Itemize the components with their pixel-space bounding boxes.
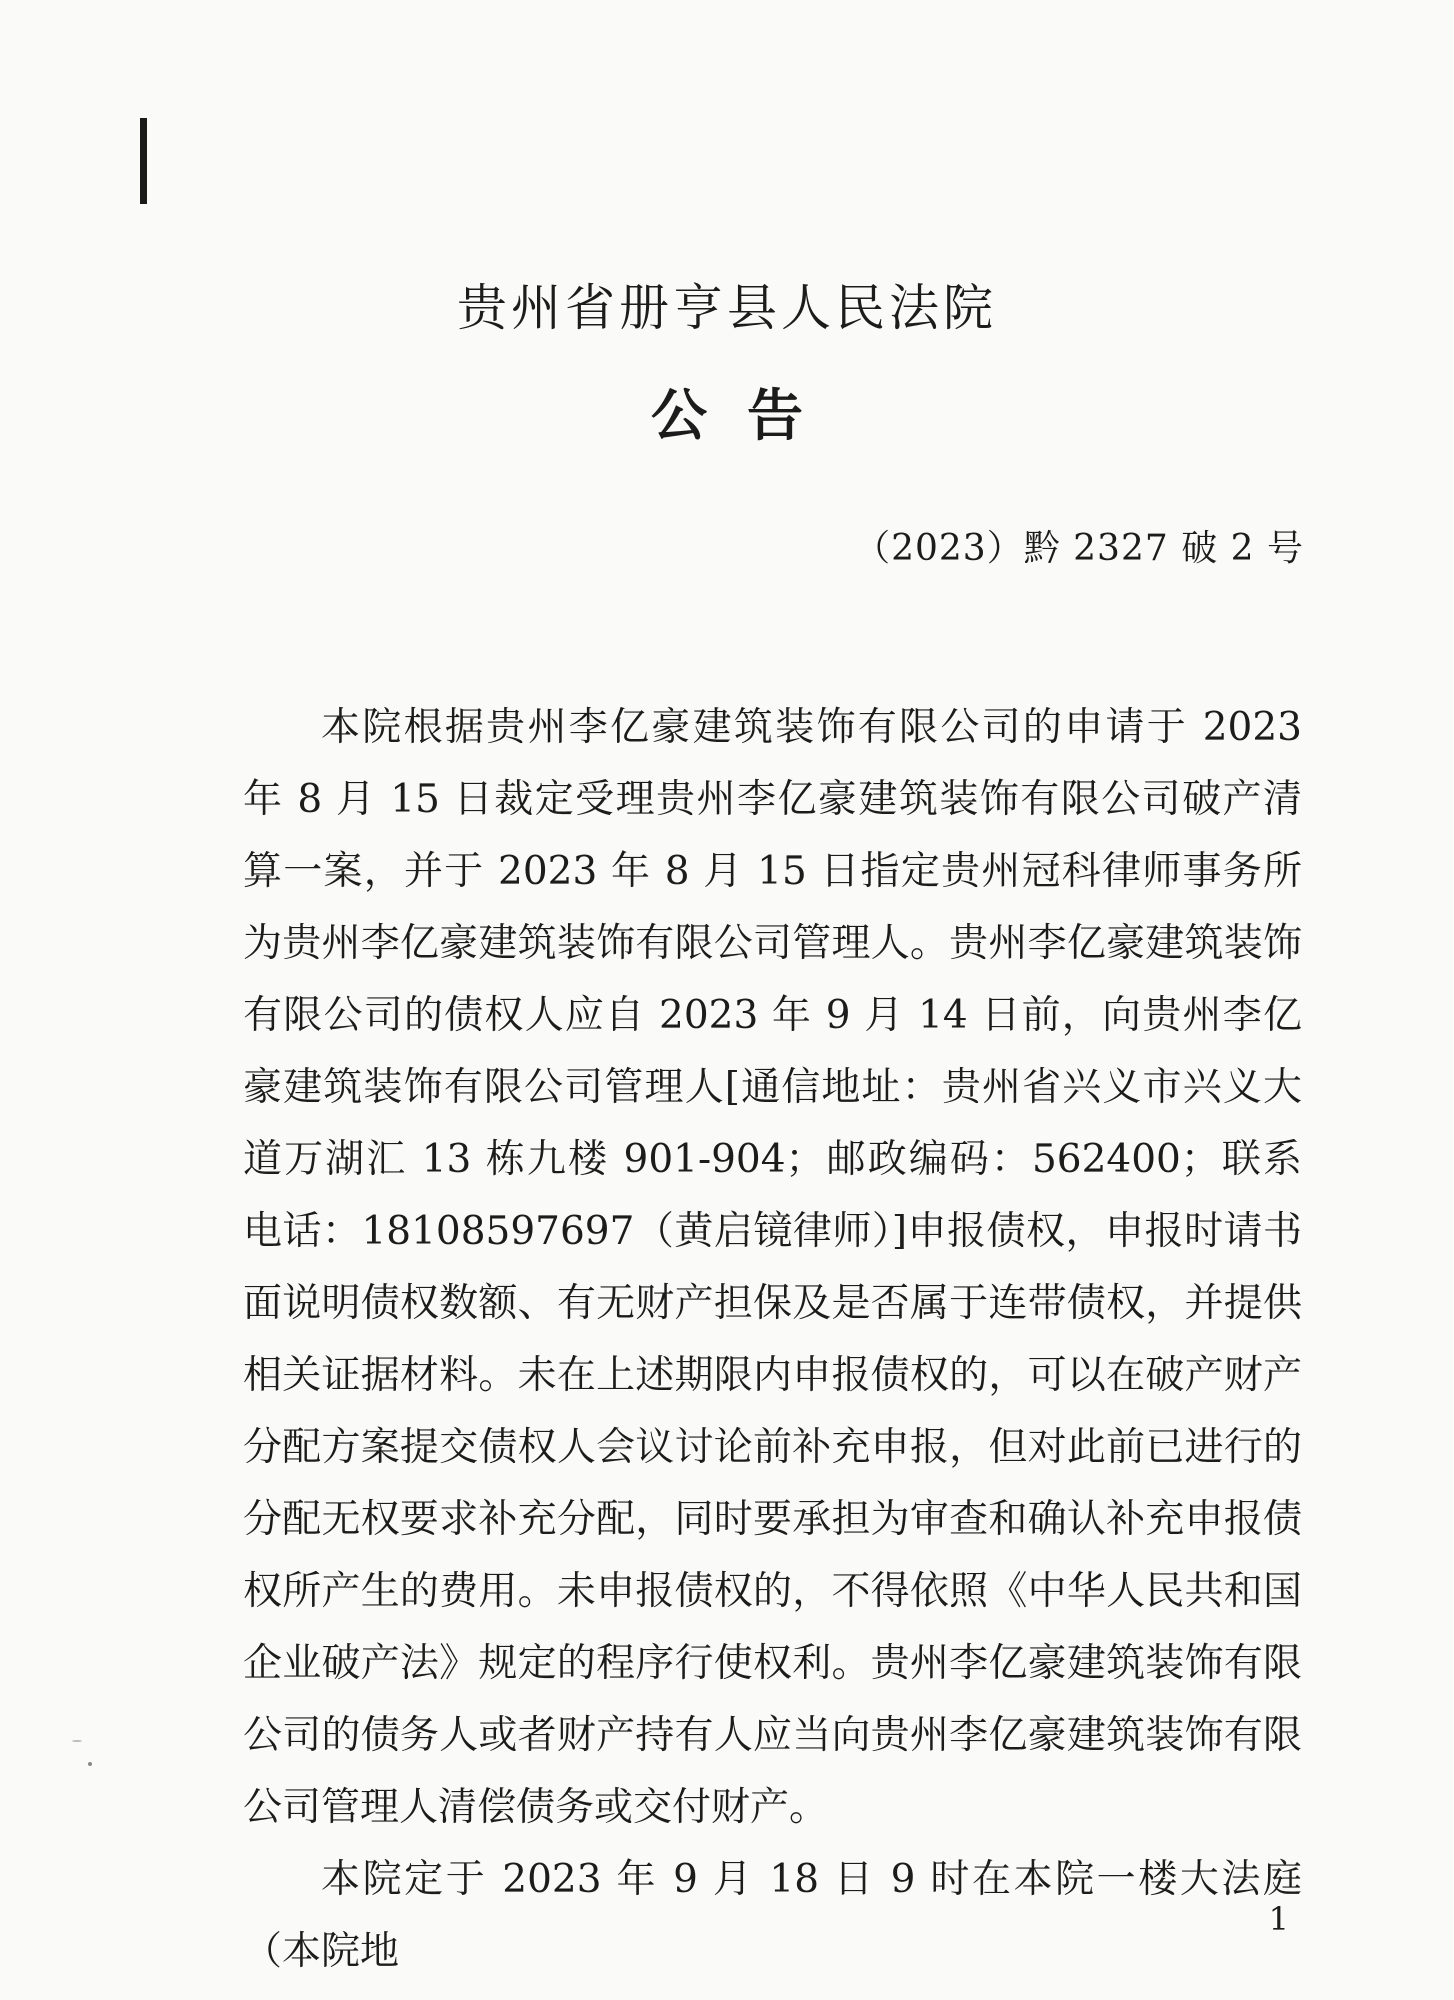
binding-margin-mark <box>140 118 147 204</box>
scan-speck <box>72 1740 82 1742</box>
case-number: （2023）黔 2327 破 2 号 <box>854 528 1304 569</box>
paragraph: 本院定于 2023 年 9 月 18 日 9 时在本院一楼大法庭（本院地 <box>243 1857 1302 1974</box>
scan-speck <box>88 1762 92 1766</box>
announcement-body <box>243 692 1302 1988</box>
document-title: 公告 <box>651 383 843 449</box>
page-number: 1 <box>1268 1900 1289 1938</box>
court-name: 贵州省册亨县人民法院 <box>457 279 997 337</box>
paragraph: 本院根据贵州李亿豪建筑装饰有限公司的申请于 2023 年 8 月 15 日裁定受理贵州李亿豪建筑装饰有限公司破产清算一案，并于 2023 年 8 月 15 日指定贵州冠科律师事务所为贵州李亿豪建筑装饰有限公司管理人。贵州李亿豪建筑装饰有限公司的债权人应自 2023 年 9 月 14 日前，向贵州李亿豪建筑装饰有限公司管理人[通信地址：贵州省兴义市兴义大道万湖汇 13 栋九楼 901-904；邮政编码：562400；联系电话：18108597697（黄启镜律师）]申报债权，申报时请书面说明债权数额、有无财产担保及是否属于连带债权，并提供相关证据材料。未在上述期限内申报债权的，可以在破产财产分配方案提交债权人会议讨论前补充申报，但对此前已进行的分配无权要求补充分配，同时要承担为审查和确认补充申报债权所产生的费用。未申报债权的，不得依照《中华人民共和国企业破产法》规定的程序行使权利。贵州李亿豪建筑装饰有限公司的债务人或者财产持有人应当向贵州李亿豪建筑装饰有限公司管理人清偿债务或交付财产。 <box>243 705 1302 1830</box>
